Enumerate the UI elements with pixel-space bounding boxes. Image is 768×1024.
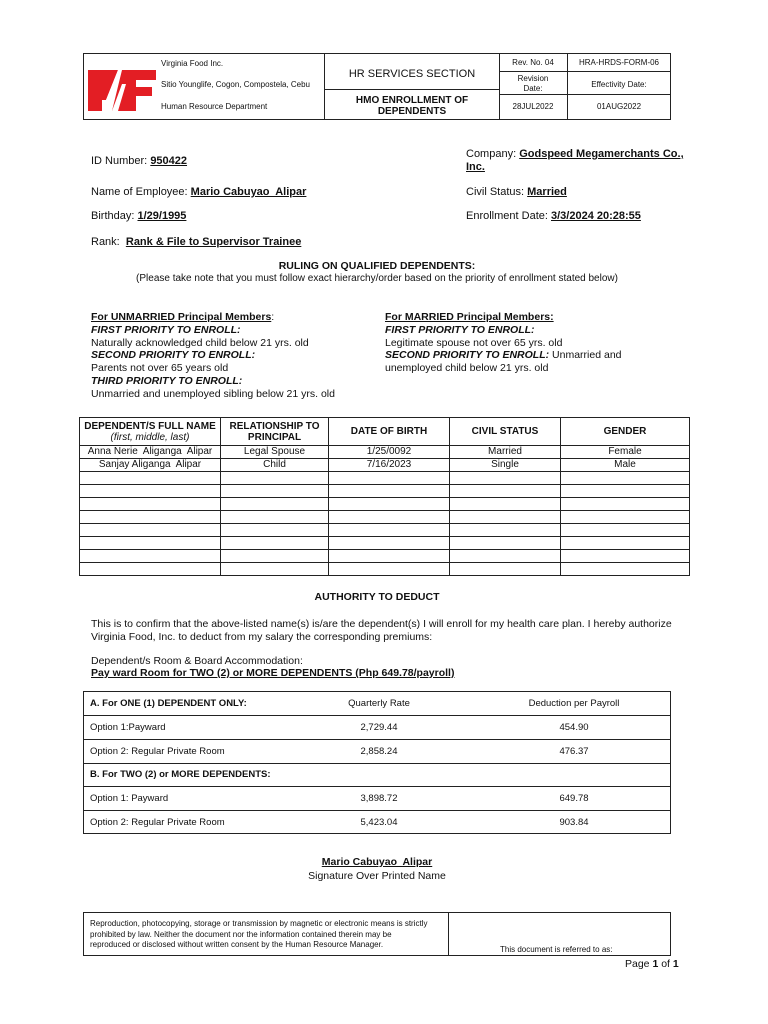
table-row: Option 1:Payward 2,729.44 454.90	[90, 722, 589, 733]
col-header-name: DEPENDENT/S FULL NAME (first, middle, last)	[80, 418, 221, 446]
table-cell	[80, 550, 221, 563]
table-cell: Female	[561, 446, 690, 459]
rank: Rank: Rank & File to Supervisor Trainee	[91, 236, 302, 248]
company-address: Sitio Younglife, Cogon, Compostela, Cebu	[161, 80, 310, 89]
table-cell	[221, 511, 329, 524]
table-cell: 7/16/2023	[329, 459, 450, 472]
table-cell: Anna Nerie Aliganga Alipar	[80, 446, 221, 459]
table-cell	[561, 485, 690, 498]
unmarried-third-text: Unmarried and unemployed sibling below 21 yrs. old	[91, 387, 335, 400]
ruling-note: (Please take note that you must follow exact hierarchy/order based on the priority of enrollment stated below)	[136, 273, 618, 284]
table-cell	[80, 498, 221, 511]
page-number: Page 1 of 1	[625, 958, 679, 970]
unmarried-rules	[91, 311, 335, 401]
id-number: ID Number: 950422	[91, 155, 188, 167]
table-row	[80, 472, 690, 485]
id-number-value: 950422	[150, 155, 188, 167]
table-cell	[329, 472, 450, 485]
married-second-text-cont: unemployed child below 21 yrs. old	[385, 362, 549, 375]
table-cell	[561, 563, 690, 576]
table-cell: Male	[561, 459, 690, 472]
unmarried-first-text: Naturally acknowledged child below 21 yrs. old	[91, 336, 309, 349]
table-cell	[450, 550, 561, 563]
table-cell	[80, 472, 221, 485]
effectivity-date-label: Effectivity Date:	[591, 80, 647, 89]
employee-name: Name of Employee: Mario Cabuyao Alipar	[91, 186, 307, 198]
married-title: For MARRIED Principal Members:	[385, 311, 554, 323]
section-name: HR SERVICES SECTION	[348, 68, 476, 80]
table-cell	[80, 537, 221, 550]
table-row	[80, 498, 690, 511]
table-cell	[80, 485, 221, 498]
unmarried-third-label: THIRD PRIORITY TO ENROLL:	[91, 374, 243, 387]
table-row	[80, 537, 690, 550]
birthday-value: 1/29/1995	[137, 210, 187, 222]
married-first-text: Legitimate spouse not over 65 yrs. old	[385, 336, 563, 349]
authority-paragraph: This is to confirm that the above-listed name(s) is/are the dependent(s) I will enroll for my health care plan. I hereby authorize Virginia Food, Inc. to deduct from my salary the corresponding premiums:	[91, 618, 672, 643]
table-cell	[221, 563, 329, 576]
table-cell	[450, 511, 561, 524]
rev-no: Rev. No. 04	[512, 58, 554, 67]
col-header-dob: DATE OF BIRTH	[329, 418, 450, 446]
effectivity-date: 01AUG2022	[596, 102, 642, 111]
table-row	[80, 446, 690, 459]
table-cell	[450, 485, 561, 498]
table-row	[80, 524, 690, 537]
unmarried-second-label: SECOND PRIORITY TO ENROLL:	[91, 349, 256, 362]
table-cell	[221, 472, 329, 485]
table-cell	[80, 524, 221, 537]
table-cell	[221, 485, 329, 498]
accommodation-label: Dependent/s Room & Board Accommodation:	[91, 655, 303, 667]
table-header-row	[80, 418, 690, 446]
table-row	[80, 563, 690, 576]
rank-value: Rank & File to Supervisor Trainee	[125, 236, 302, 248]
table-cell	[329, 550, 450, 563]
signature-name: Mario Cabuyao Alipar	[321, 856, 433, 868]
table-cell	[450, 537, 561, 550]
table-cell	[329, 524, 450, 537]
civil-status: Civil Status: Married	[466, 186, 567, 198]
form-title: HMO ENROLLMENT OF DEPENDENTS	[355, 95, 469, 117]
table-cell: Child	[221, 459, 329, 472]
accommodation-value: Pay ward Room for TWO (2) or MORE DEPENDENTS (Php 649.78/payroll)	[91, 667, 455, 679]
table-cell	[561, 498, 690, 511]
form-code: HRA-HRDS-FORM-06	[579, 58, 659, 67]
revision-date: 28JUL2022	[512, 102, 554, 111]
company-name: Virginia Food Inc.	[161, 59, 224, 68]
table-cell	[221, 537, 329, 550]
civil-status-value: Married	[527, 186, 567, 198]
married-rules	[385, 311, 622, 375]
table-row: Option 2: Regular Private Room 2,858.24 476.37	[90, 746, 589, 757]
married-first-label: FIRST PRIORITY TO ENROLL:	[385, 323, 535, 336]
table-cell	[329, 485, 450, 498]
table-cell	[450, 498, 561, 511]
married-second-label: SECOND PRIORITY TO ENROLL:	[385, 349, 550, 362]
enrollment-date-value: 3/3/2024 20:28:55	[551, 210, 641, 222]
table-row	[80, 511, 690, 524]
table-row	[80, 485, 690, 498]
table-cell	[329, 537, 450, 550]
col-header-gender: GENDER	[561, 418, 690, 446]
table-row	[80, 459, 690, 472]
table-cell	[450, 524, 561, 537]
company-field: Company: Godspeed Megamerchants Co.,	[466, 148, 684, 160]
table-cell: Legal Spouse	[221, 446, 329, 459]
authority-title: AUTHORITY TO DEDUCT	[314, 591, 440, 603]
table-cell: Single	[450, 459, 561, 472]
department-name: Human Resource Department	[161, 102, 268, 111]
table-cell	[561, 537, 690, 550]
table-row: Option 2: Regular Private Room 5,423.04 903.84	[90, 817, 589, 828]
table-cell	[561, 511, 690, 524]
table-cell	[329, 563, 450, 576]
company-logo	[88, 68, 156, 113]
col-header-civil-status: CIVIL STATUS	[450, 418, 561, 446]
table-cell	[80, 563, 221, 576]
table-cell	[561, 550, 690, 563]
rates-table	[83, 691, 671, 834]
table-cell	[450, 563, 561, 576]
table-row	[80, 550, 690, 563]
table-cell: Sanjay Aliganga Alipar	[80, 459, 221, 472]
revision-date-label: Revision Date:	[517, 74, 549, 93]
table-cell	[329, 511, 450, 524]
table-cell: Married	[450, 446, 561, 459]
unmarried-title: For UNMARRIED Principal Members:	[91, 311, 275, 323]
unmarried-second-text: Parents not over 65 years old	[91, 362, 229, 375]
table-cell	[329, 498, 450, 511]
married-second-text: Unmarried and	[549, 349, 622, 362]
table-cell	[221, 550, 329, 563]
col-quarterly-rate: Quarterly Rate	[348, 698, 410, 709]
dependents-table	[79, 417, 690, 576]
table-cell	[221, 498, 329, 511]
table-cell	[450, 472, 561, 485]
table-cell	[561, 524, 690, 537]
col-header-relationship: RELATIONSHIP TO PRINCIPAL	[221, 418, 329, 446]
table-row: Option 1: Payward 3,898.72 649.78	[90, 793, 589, 804]
rates-header-b: B. For TWO (2) or MORE DEPENDENTS:	[90, 769, 271, 780]
rates-header-a: A. For ONE (1) DEPENDENT ONLY: Quarterly Rate Deduction per Payroll	[84, 692, 670, 715]
table-cell: 1/25/0092	[329, 446, 450, 459]
ruling-title: RULING ON QUALIFIED DEPENDENTS:	[278, 260, 476, 272]
unmarried-first-label: FIRST PRIORITY TO ENROLL:	[91, 323, 241, 336]
signature-caption: Signature Over Printed Name	[308, 870, 446, 882]
enrollment-date: Enrollment Date: 3/3/2024 20:28:55	[466, 210, 641, 222]
table-cell	[80, 511, 221, 524]
table-cell	[561, 472, 690, 485]
company-value: Godspeed Megamerchants Co.,	[519, 148, 684, 160]
employee-name-value: Mario Cabuyao Alipar	[190, 186, 307, 198]
birthday: Birthday: 1/29/1995	[91, 210, 187, 222]
company-value-cont: Inc.	[466, 161, 485, 173]
col-deduction-per-payroll: Deduction per Payroll	[528, 698, 620, 709]
document-referred: This document is referred to as:	[500, 945, 613, 954]
table-cell	[221, 524, 329, 537]
footer-disclaimer: Reproduction, photocopying, storage or transmission by magnetic or electronic means is strictly prohibited by law. Neither the document nor the information contained therein may be reproduced or disclosed without written consent by the Human Resource Manager.	[90, 919, 428, 949]
